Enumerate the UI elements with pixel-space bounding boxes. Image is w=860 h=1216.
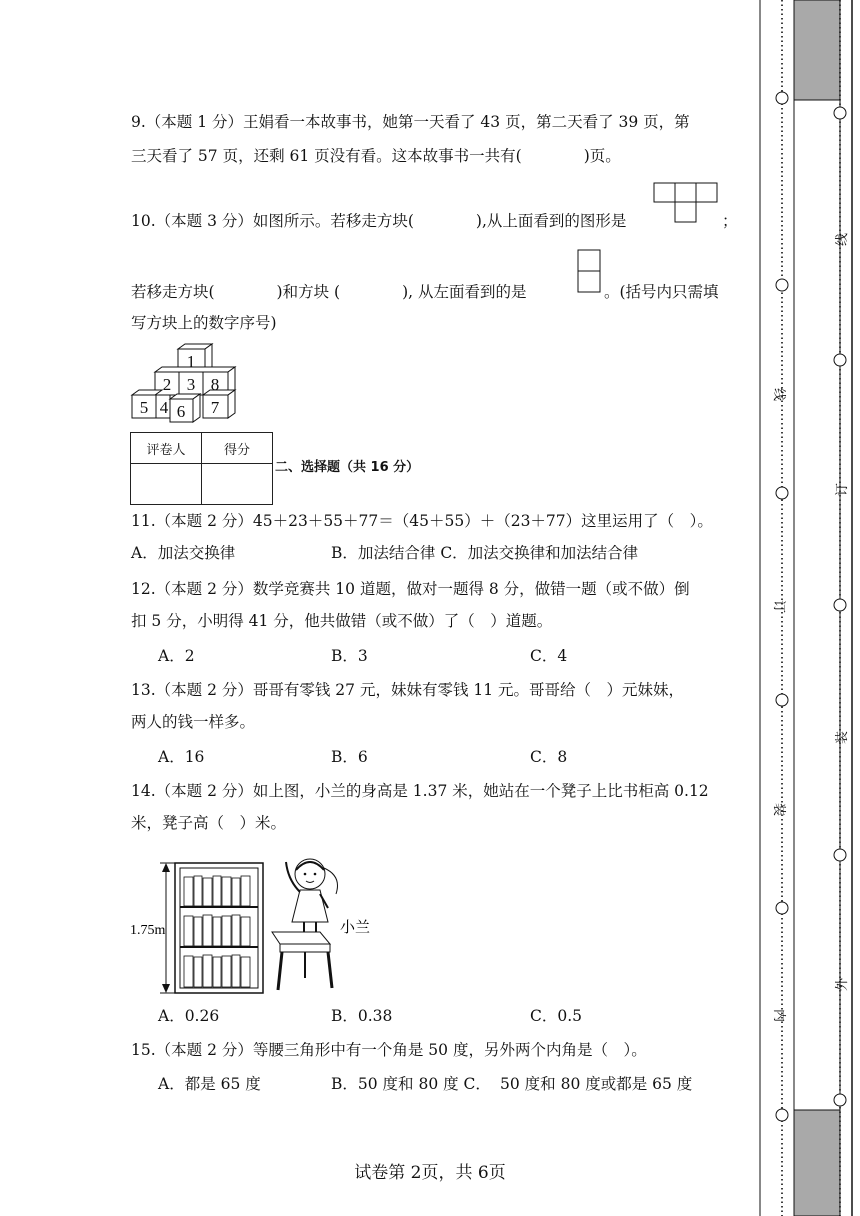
binding-outer-zhuang: 装 bbox=[835, 730, 851, 745]
q14-option-c: C．0.5 bbox=[530, 1007, 583, 1025]
score-header: 得分 bbox=[202, 433, 273, 464]
q13-option-a: A．16 bbox=[158, 748, 205, 766]
page-footer: 试卷第 2页，共 6页 bbox=[354, 1163, 506, 1183]
q10-line3: 写方块上的数字序号) bbox=[131, 314, 277, 332]
score-table bbox=[130, 432, 273, 505]
grader-cell[interactable] bbox=[131, 464, 202, 505]
binding-outer-ding: 订 bbox=[835, 482, 851, 497]
q12-option-a: A．2 bbox=[158, 647, 195, 665]
cube-stack-figure bbox=[130, 343, 240, 425]
bookshelf-girl-figure bbox=[130, 850, 380, 1000]
q14-option-b: B．0.38 bbox=[331, 1007, 393, 1025]
q11-option-a: A．加法交换律 bbox=[131, 544, 236, 562]
top-view-figure bbox=[653, 182, 719, 224]
cube-label-6: 6 bbox=[176, 402, 186, 421]
q10-line1-end: ； bbox=[722, 212, 738, 230]
binding-margin bbox=[748, 0, 860, 1216]
q14-line1: 14.（本题 2 分）如上图，小兰的身高是 1.37 米，她站在一个凳子上比书柜高 0.12 bbox=[131, 782, 709, 800]
binding-inner-xian: 线 bbox=[771, 387, 787, 402]
grader-header: 评卷人 bbox=[131, 433, 202, 464]
cube-label-1: 1 bbox=[186, 352, 196, 371]
cube-label-7: 7 bbox=[210, 398, 220, 417]
q12-line2: 扣 5 分，小明得 41 分，他共做错（或不做）了（ ）道题。 bbox=[131, 612, 553, 630]
q11-text: 11.（本题 2 分）45＋23＋55＋77＝（45＋55）＋（23＋77）这里运用了（ ）。 bbox=[131, 512, 713, 530]
binding-outer-wai: 外 bbox=[835, 977, 851, 992]
q13-line1: 13.（本题 2 分）哥哥有零钱 27 元，妹妹有零钱 11 元。哥哥给（ ）元妹妹， bbox=[131, 681, 685, 699]
binding-inner-ding: 订 bbox=[771, 599, 787, 614]
q13-option-c: C．8 bbox=[530, 748, 568, 766]
cube-label-3: 3 bbox=[186, 375, 196, 394]
left-view-figure bbox=[576, 248, 604, 296]
cube-label-2: 2 bbox=[162, 375, 172, 394]
q12-option-b: B．3 bbox=[331, 647, 368, 665]
height-label: 1.75m bbox=[130, 923, 166, 938]
q10-line1: 10.（本题 3 分）如图所示。若移走方块( ),从上面看到的图形是 bbox=[131, 212, 627, 230]
q10-line2-end: 。(括号内只需填 bbox=[604, 283, 719, 301]
q15-option-c-text: 50 度和 80 度或都是 65 度 bbox=[500, 1075, 693, 1093]
cube-label-4: 4 bbox=[159, 398, 169, 417]
q14-line2: 米，凳子高（ ）米。 bbox=[131, 814, 287, 832]
girl-label: 小兰 bbox=[340, 920, 371, 936]
binding-inner-nei: 内 bbox=[771, 1008, 787, 1023]
score-cell[interactable] bbox=[202, 464, 273, 505]
q15-text: 15.（本题 2 分）等腰三角形中有一个角是 50 度，另外两个内角是（ ）。 bbox=[131, 1041, 647, 1059]
binding-outer-xian: 线 bbox=[835, 232, 851, 247]
q13-line2: 两人的钱一样多。 bbox=[131, 713, 256, 731]
q9-line1: 9.（本题 1 分）王娟看一本故事书，她第一天看了 43 页，第二天看了 39 页，第 bbox=[131, 113, 690, 131]
binding-inner-zhuang: 装 bbox=[771, 802, 787, 817]
q15-option-bc: B．50 度和 80 度 C． bbox=[331, 1075, 491, 1093]
q12-line1: 12.（本题 2 分）数学竞赛共 10 道题，做对一题得 8 分，做错一题（或不做）倒 bbox=[131, 580, 690, 598]
section-2-title: 二、选择题（共 16 分） bbox=[275, 460, 420, 475]
cube-label-8: 8 bbox=[210, 375, 220, 394]
q12-option-c: C．4 bbox=[530, 647, 568, 665]
q9-line2: 三天看了 57 页，还剩 61 页没有看。这本故事书一共有( )页。 bbox=[131, 147, 621, 165]
q11-option-bc: B．加法结合律 C．加法交换律和加法结合律 bbox=[331, 544, 639, 562]
cube-label-5: 5 bbox=[139, 398, 149, 417]
q13-option-b: B．6 bbox=[331, 748, 368, 766]
q10-line2: 若移走方块( )和方块 ( ), 从左面看到的是 bbox=[131, 283, 527, 301]
q15-option-a: A．都是 65 度 bbox=[158, 1075, 261, 1093]
q14-option-a: A．0.26 bbox=[158, 1007, 220, 1025]
